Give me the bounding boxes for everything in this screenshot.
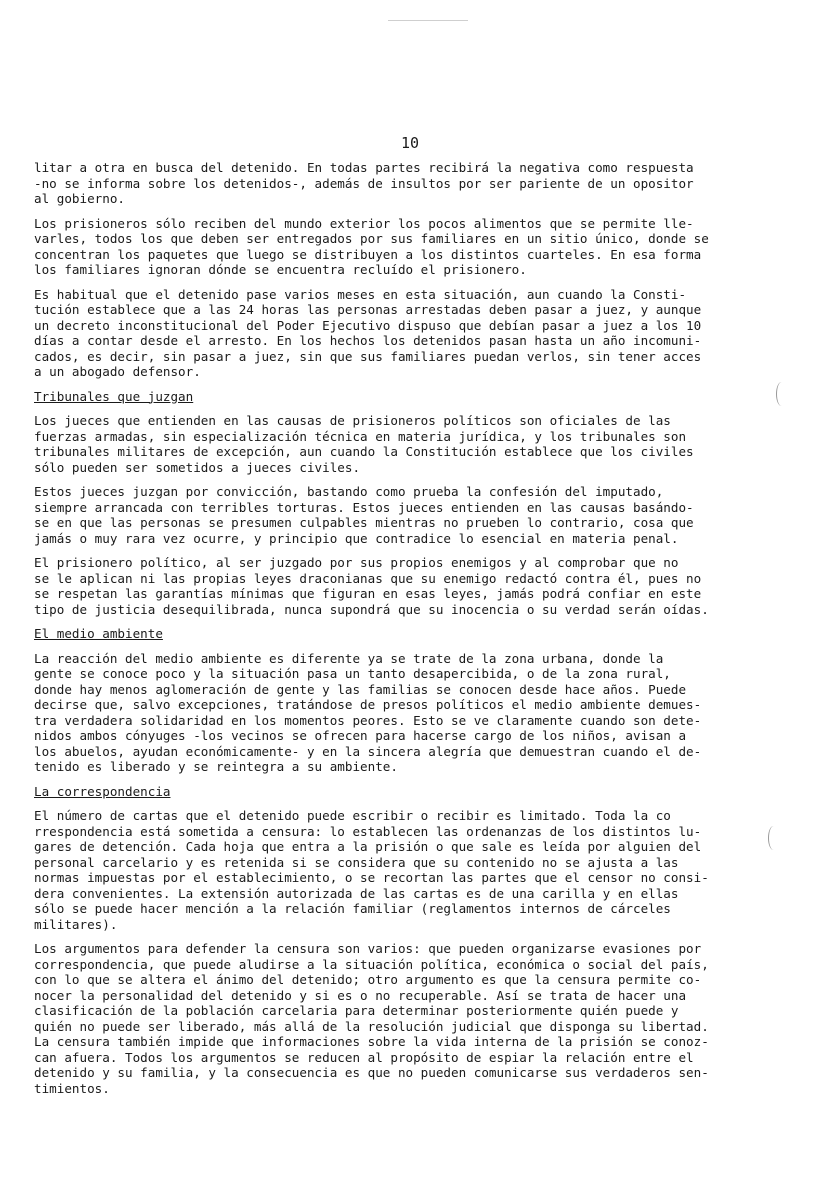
text-line: detenido y su familia, y la consecuencia es que no pueden comunicarse sus verdaderos sen- [34, 1065, 709, 1080]
section-tribunales [34, 413, 794, 617]
paragraph [34, 555, 794, 617]
text-line: La censura también impide que informaciones sobre la vida interna de la prisión se conoz- [34, 1034, 709, 1049]
text-line: La reacción del medio ambiente es diferente ya se trate de la zona urbana, donde la [34, 650, 664, 666]
text-line: los abuelos, ayudan económicamente- y en la sincera alegría que demuestran cuando el de- [34, 743, 702, 759]
text-line: Es habitual que el detenido pase varios meses en esta situación, aun cuando la Consti- [34, 286, 687, 302]
text-line: sólo se puede hacer mención a la relación familiar (reglamentos internos de cárceles [34, 901, 671, 916]
paragraph [34, 287, 794, 380]
text-line: tribunales militares de excepción, aun cuando la Constitución establece que los civiles [34, 444, 694, 459]
text-line: correspondencia, que puede aludirse a la situación política, económica o social del país, [34, 956, 709, 972]
text-line: fuerzas armadas, sin especialización técnica en materia jurídica, y los tribunales son [34, 428, 687, 444]
section-heading-medio-ambiente: El medio ambiente [34, 626, 163, 641]
document-body [34, 160, 794, 1105]
text-line: los familiares ignoran dónde se encuentra recluído el prisionero. [34, 262, 527, 277]
text-line: decirse que, salvo excepciones, tratándose de presos políticos el medio ambiente demues- [34, 697, 702, 712]
text-line: rrespondencia está sometida a censura: lo establecen las ordenanzas de los distintos lu- [34, 823, 702, 839]
paragraph [34, 160, 794, 207]
text-line: donde hay menos aglomeración de gente y las familias se conocen desde hace años. Puede [34, 681, 687, 697]
section-intro [34, 160, 794, 380]
text-line: se respetan las garantías mínimas que figuran en esas leyes, jamás podrá confiar en este [34, 586, 702, 601]
text-line: días a contar desde el arresto. En los hechos los detenidos pasan hasta un año incomuni- [34, 333, 702, 348]
text-line: a un abogado defensor. [34, 364, 201, 379]
text-line: un decreto inconstitucional del Poder Ejecutivo dispuso que debían pasar a juez a los 10 [34, 317, 702, 333]
text-line: nidos ambos cónyuges -los vecinos se ofrecen para hacerse cargo de los niños, avisan a [34, 728, 687, 743]
text-line: militares). [34, 916, 118, 932]
text-line: Los jueces que entienden en las causas de prisioneros políticos son oficiales de las [34, 413, 671, 428]
text-line: concentran los paquetes que luego se distribuyen a los distintos cuarteles. En esa forma [34, 246, 702, 262]
text-line: sólo pueden ser sometidos a jueces civiles. [34, 459, 361, 475]
page-number: 10 [400, 134, 420, 152]
text-line: nocer la personalidad del detenido y si es o no recuperable. Así se trata de hacer una [34, 987, 687, 1003]
text-line: quién no puede ser liberado, más allá de la resolución judicial que disponga su libertad. [34, 1018, 709, 1034]
text-line: siempre arrancada con terribles torturas. Estos jueces entienden en las causas basándo- [34, 499, 694, 515]
text-line: normas impuestas por el establecimiento, o se recortan las partes que el censor no consi- [34, 870, 709, 885]
text-line: El número de cartas que el detenido puede escribir o recibir es limitado. Toda la co [34, 808, 671, 823]
text-line: litar a otra en busca del detenido. En todas partes recibirá la negativa como respuesta [34, 160, 694, 175]
paragraph [34, 941, 794, 1096]
text-line: timientos. [34, 1080, 110, 1096]
text-line: se le aplican ni las propias leyes draconianas que su enemigo redactó contra él, pues no [34, 570, 702, 586]
section-medio-ambiente [34, 651, 794, 775]
top-rule [388, 20, 468, 21]
text-line: con lo que se altera el ánimo del detenido; otro argumento es que la censura permite co- [34, 972, 702, 987]
text-line: se en que las personas se presumen culpables mientras no prueben lo contrario, cosa que [34, 515, 694, 530]
text-line: gares de detención. Cada hoja que entra a la prisión o que sale es leída por alguien del [34, 839, 702, 854]
text-line: gente se conoce poco y la situación pasa un tanto desapercibida, o de la zona rural, [34, 666, 671, 681]
text-line: tución establece que a las 24 horas las personas arrestadas deben pasar a juez, y aunque [34, 302, 702, 317]
paragraph [34, 413, 794, 475]
margin-mark [776, 382, 787, 406]
text-line: al gobierno. [34, 191, 125, 206]
text-line: dera convenientes. La extensión autorizada de las cartas es de una carilla y en ellas [34, 885, 679, 901]
margin-mark [768, 826, 779, 850]
section-heading-correspondencia: La correspondencia [34, 783, 171, 799]
section-heading-tribunales: Tribunales que juzgan [34, 388, 194, 404]
paragraph [34, 216, 794, 278]
text-line: Los prisioneros sólo reciben del mundo exterior los pocos alimentos que se permite lle- [34, 215, 694, 231]
text-line: can afuera. Todos los argumentos se reducen al propósito de espiar la relación entre el [34, 1049, 694, 1065]
section-correspondencia [34, 808, 794, 1096]
text-line: Los argumentos para defender la censura son varios: que pueden organizarse evasiones por [34, 941, 702, 956]
text-line: personal carcelario y es retenida si se considera que su contenido no se ajusta a las [34, 854, 679, 870]
text-line: El prisionero político, al ser juzgado por sus propios enemigos y al comprobar que no [34, 555, 679, 570]
text-line: tra verdadera solidaridad en los momentos peores. Esto se ve claramente cuando son dete- [34, 712, 702, 728]
text-line: jamás o muy rara vez ocurre, y principio que contradice lo esencial en materia penal. [34, 530, 679, 546]
text-line: varles, todos los que deben ser entregados por sus familiares en un sitio único, donde se [34, 231, 709, 246]
paragraph [34, 484, 794, 546]
text-line: tenido es liberado y se reintegra a su ambiente. [34, 759, 398, 774]
paragraph [34, 808, 794, 932]
text-line: Estos jueces juzgan por convicción, bastando como prueba la confesión del imputado, [34, 484, 664, 499]
text-line: -no se informa sobre los detenidos-, además de insultos por ser pariente de un opositor [34, 175, 694, 191]
text-line: cados, es decir, sin pasar a juez, sin que sus familiares puedan verlos, sin tener acces [34, 348, 702, 364]
text-line: tipo de justicia desequilibrada, nunca supondrá que su inocencia o su verdad serán oídas. [34, 601, 709, 617]
text-line: clasificación de la población carcelaria para determinar posteriormente quién puede y [34, 1003, 679, 1018]
paragraph [34, 651, 794, 775]
